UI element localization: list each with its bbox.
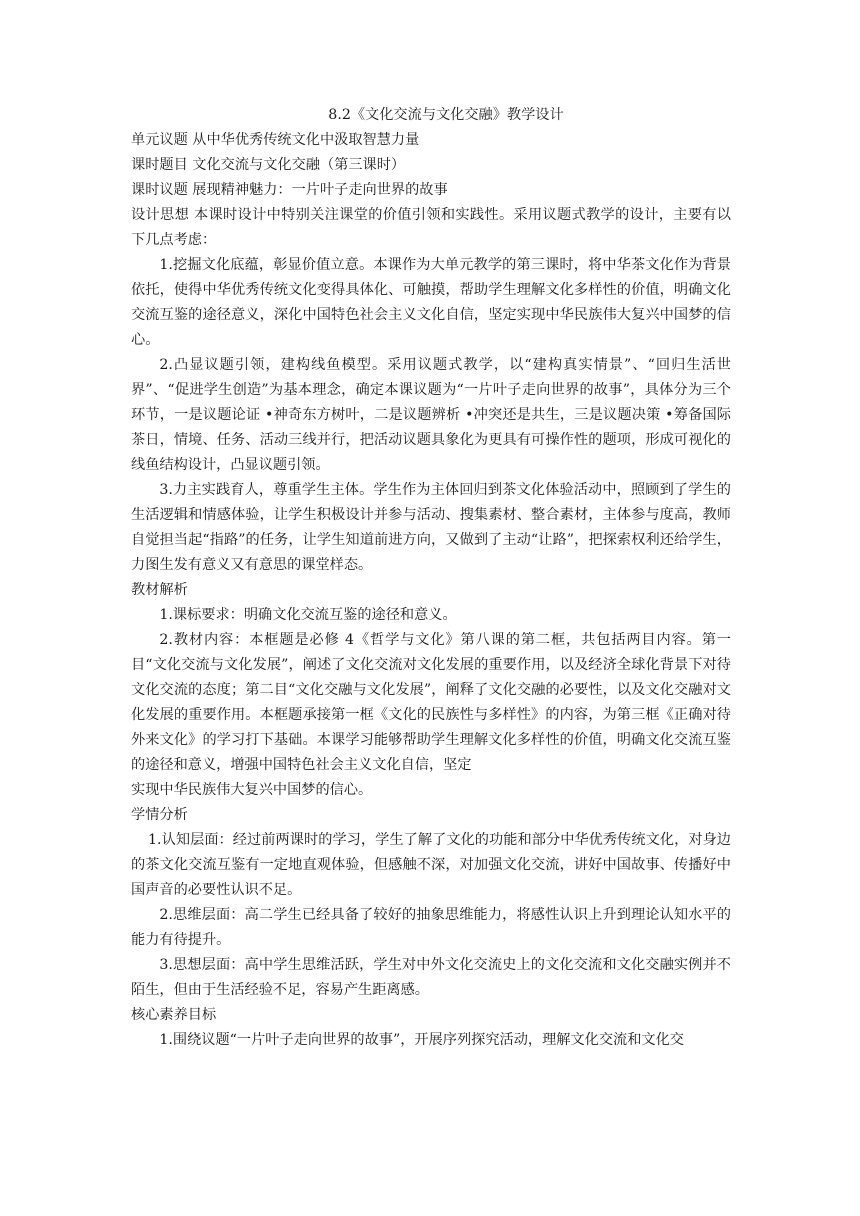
design-points — [131, 253, 731, 578]
lesson-title: 课时题目 文化交流与文化交融（第三课时） — [131, 157, 406, 173]
goals-heading: 核心素养目标 — [131, 1007, 217, 1023]
students-point: 3.思想层面：高中学生思维活跃，学生对中外文化交流史上的文化交流和文化交融实例并不陌生，但由于生活经验不足，容易产生距离感。 — [131, 957, 731, 998]
textbook-tail: 实现中华民族伟大复兴中国梦的信心。 — [131, 782, 373, 798]
textbook-heading: 教材解析 — [131, 582, 188, 598]
textbook-points — [131, 603, 731, 803]
design-point: 3.力主实践育人，尊重学生主体。学生作为主体回归到茶文化体验活动中，照顾到了学生的生活逻辑和情感体验，让学生积极设计并参与活动、搜集素材、整合素材，主体参与度高，教师自觉担当起“指路”的任务，让学生知道前进方向，又做到了主动“让路”，把探索权利还给学生，力图生发有意义又有意思的课堂样态。 — [131, 482, 731, 573]
textbook-point: 2.教材内容：本框题是必修 4《哲学与文化》第八课的第二框，共包括两目内容。第一目“文化交流与文化发展”，阐述了文化交流对文化发展的重要作用，以及经济全球化背景下对待文化交流的态度；第二目“文化交融与文化发展”，阐释了文化交融的必要性，以及文化交融对文化发展的重要作用。本框题承接第一框《文化的民族性与多样性》的内容，为第三框《正确对待外来文化》的学习打下基础。本课学习能够帮助学生理解文化多样性的价值，明确文化交流互鉴的途径和意义，增强中国特色社会主义文化自信，坚定 — [131, 632, 731, 773]
students-heading: 学情分析 — [131, 807, 188, 823]
students-point: 2.思维层面：高二学生已经具备了较好的抽象思维能力，将感性认识上升到理论认知水平的能力有待提升。 — [131, 907, 731, 948]
design-point: 1.挖掘文化底蕴，彰显价值立意。本课作为大单元教学的第三课时，将中华茶文化作为背景依托，使得中华优秀传统文化变得具体化、可触摸，帮助学生理解文化多样性的价值，明确文化交流互鉴的途径意义，深化中国特色社会主义文化自信，坚定实现中华民族伟大复兴中国梦的信心。 — [131, 257, 731, 348]
students-points — [131, 828, 731, 1003]
students-point: 1.认知层面：经过前两课时的学习，学生了解了文化的功能和部分中华优秀传统文化，对身边的茶文化交流互鉴有一定地直观体验，但感触不深，对加强文化交流，讲好中国故事、传播好中国声音的必要性认识不足。 — [131, 832, 731, 898]
unit-topic: 单元议题 从中华优秀传统文化中汲取智慧力量 — [131, 132, 420, 148]
document-body — [131, 103, 731, 1053]
document-title: 8.2《文化交流与文化交融》教学设计 — [328, 107, 564, 123]
lesson-topic: 课时议题 展现精神魅力：一片叶子走向世界的故事 — [131, 182, 448, 198]
goals-points — [131, 1028, 731, 1053]
goals-point: 1.围绕议题“一片叶子走向世界的故事”，开展序列探究活动，理解文化交流和文化交 — [159, 1032, 684, 1048]
textbook-point: 1.课标要求：明确文化交流互鉴的途径和意义。 — [159, 607, 457, 623]
design-idea: 设计思想 本课时设计中特别关注课堂的价值引领和实践性。采用议题式教学的设计，主要有以下几点考虑： — [131, 207, 731, 248]
design-point: 2.凸显议题引领，建构线鱼模型。采用议题式教学，以“建构真实情景”、“回归生活世界”、“促进学生创造”为基本理念，确定本课议题为“一片叶子走向世界的故事”，具体分为三个环节，一是议题论证 •神奇东方树叶，二是议题辨析 •冲突还是共生，三是议题决策 •筹备国际茶日，情境、任务、活动三线并行，把活动议题具象化为更具有可操作性的题项，形成可视化的线鱼结构设计，凸显议题引领。 — [131, 357, 731, 473]
